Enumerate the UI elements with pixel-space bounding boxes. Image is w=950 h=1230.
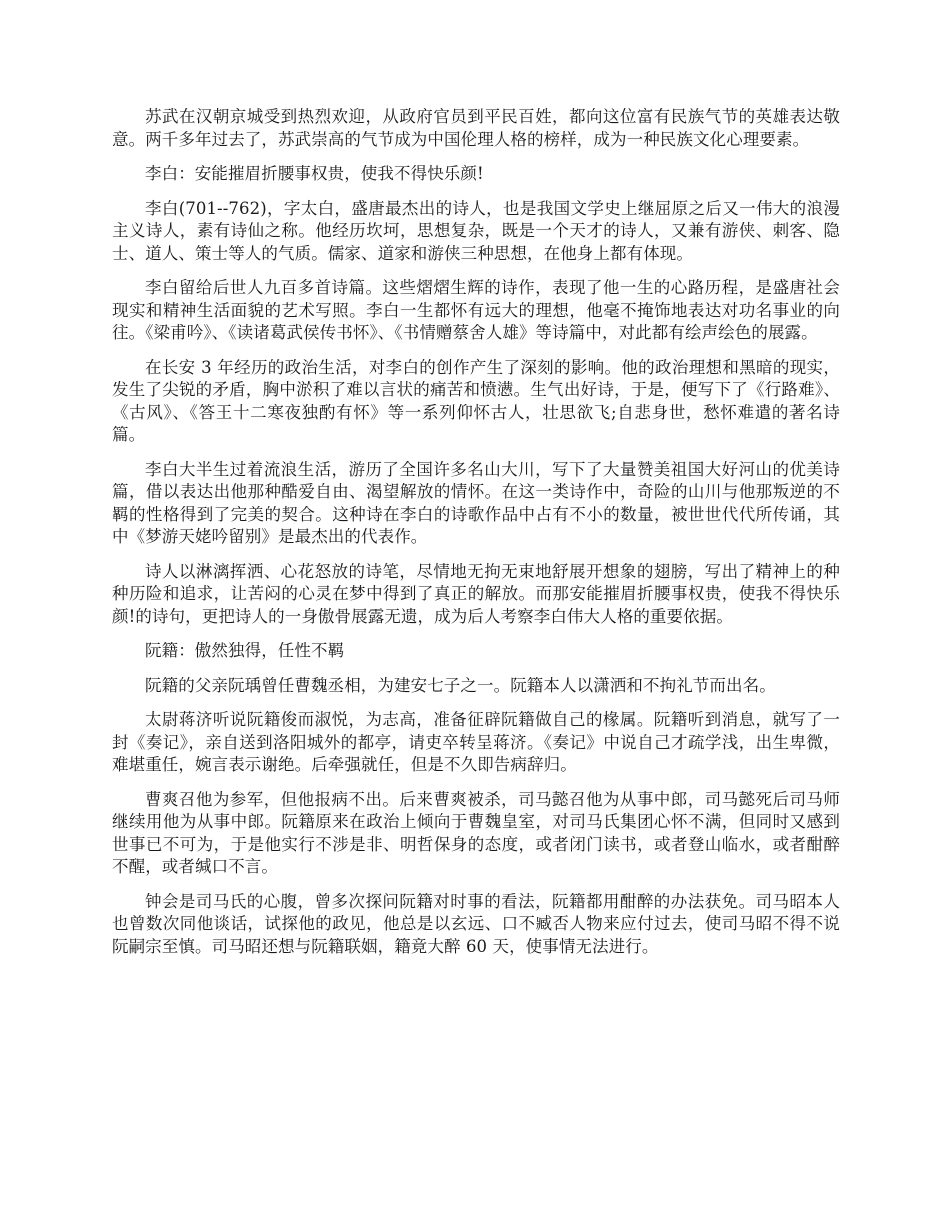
section-heading-li-bai: 李白：安能摧眉折腰事权贵，使我不得快乐颜! xyxy=(145,164,484,183)
document-page xyxy=(112,106,840,970)
paragraph-ruan-ji-zhong-hui: 钟会是司马氏的心腹，曾多次探问阮籍对时事的看法，阮籍都用酣醉的办法获免。司马昭本人也曾数次同他谈话，试探他的政见，他总是以玄远、口不臧否人物来应付过去，使司马昭不得不说阮嗣宗至慎。司马昭还想与阮籍联姻，籍竟大醉 60 天，使事情无法进行。 xyxy=(112,891,840,956)
paragraph-li-bai-intro: 李白(701--762)，字太白，盛唐最杰出的诗人，也是我国文学史上继屈原之后又一伟大的浪漫主义诗人，素有诗仙之称。他经历坎坷，思想复杂，既是一个天才的诗人，又兼有游侠、刺客、隐士、道人、策士等人的气质。儒家、道家和游侠三种思想，在他身上都有体现。 xyxy=(112,198,840,263)
paragraph-li-bai-poems: 李白留给后世人九百多首诗篇。这些熠熠生辉的诗作，表现了他一生的心路历程，是盛唐社会现实和精神生活面貌的艺术写照。李白一生都怀有远大的理想，他毫不掩饰地表达对功名事业的向往。《梁甫吟》、《读诸葛武侯传书怀》、《书情赠蔡舍人雄》等诗篇中，对此都有绘声绘色的展露。 xyxy=(112,278,840,342)
paragraph-li-bai-spirit: 诗人以淋漓挥洒、心花怒放的诗笔，尽情地无拘无束地舒展开想象的翅膀，写出了精神上的种种历险和追求，让苦闷的心灵在梦中得到了真正的解放。而那安能摧眉折腰事权贵，使我不得快乐颜!的诗句，更把诗人的一身傲骨展露无遗，成为后人考察李白伟大人格的重要依据。 xyxy=(112,561,840,626)
paragraph-ruan-ji-cao-shuang: 曹爽召他为参军，但他报病不出。后来曹爽被杀，司马懿召他为从事中郎，司马懿死后司马师继续用他为从事中郎。阮籍原来在政治上倾向于曹魏皇室，对司马氏集团心怀不满，但同时又感到世事已不可为，于是他实行不涉是非、明哲保身的态度，或者闭门读书，或者登山临水，或者酣醉不醒，或者缄口不言。 xyxy=(112,789,840,876)
paragraph-su-wu-honored: 苏武在汉朝京城受到热烈欢迎，从政府官员到平民百姓，都向这位富有民族气节的英雄表达敬意。两千多年过去了，苏武崇高的气节成为中国伦理人格的榜样，成为一种民族文化心理要素。 xyxy=(112,107,840,149)
section-heading-ruan-ji: 阮籍：傲然独得，任性不羁 xyxy=(145,641,345,660)
paragraph-li-bai-travels: 李白大半生过着流浪生活，游历了全国许多名山大川，写下了大量赞美祖国大好河山的优美诗篇，借以表达出他那种酷爱自由、渴望解放的情怀。在这一类诗作中，奇险的山川与他那叛逆的不羁的性格得到了完美的契合。这种诗在李白的诗歌作品中占有不小的数量，被世世代代所传诵，其中《梦游天姥吟留别》是最杰出的代表作。 xyxy=(112,459,840,546)
paragraph-li-bai-changan: 在长安 3 年经历的政治生活，对李白的创作产生了深刻的影响。他的政治理想和黑暗的现实，发生了尖锐的矛盾，胸中淤积了难以言状的痛苦和愤懑。生气出好诗，于是，便写下了《行路难》、《古风》、《答王十二寒夜独酌有怀》等一系列仰怀古人，壮思欲飞;自悲身世，愁怀难遣的著名诗篇。 xyxy=(112,357,840,444)
paragraph-ruan-ji-jiang-ji: 太尉蒋济听说阮籍俊而淑悦，为志高，准备征辟阮籍做自己的椽属。阮籍听到消息，就写了一封《奏记》，亲自送到洛阳城外的都亭，请吏卒转呈蒋济。《奏记》中说自己才疏学浅，出生卑微，难堪重任，婉言表示谢绝。后牵强就任，但是不久即告病辞归。 xyxy=(112,710,840,774)
paragraph-ruan-ji-father: 阮籍的父亲阮瑀曾任曹魏丞相，为建安七子之一。阮籍本人以潇洒和不拘礼节而出名。 xyxy=(145,675,776,695)
